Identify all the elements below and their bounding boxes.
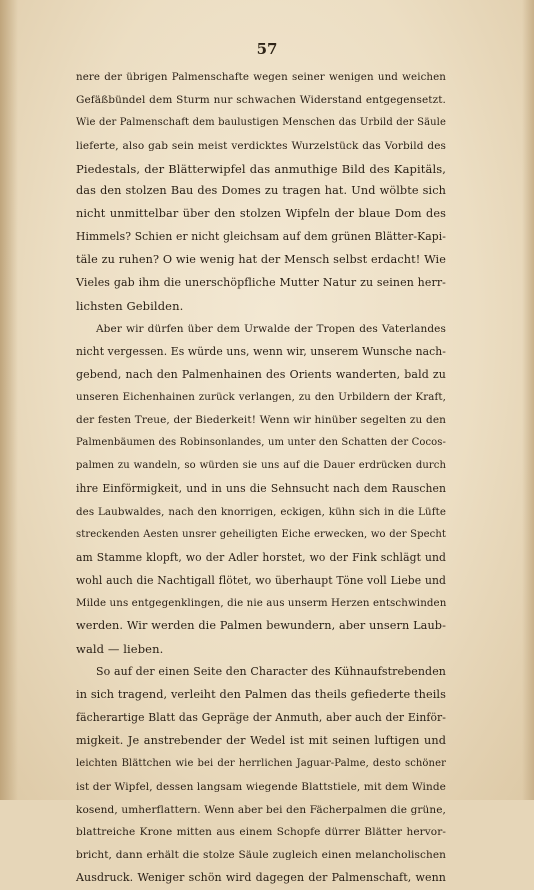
text-line: der festen Treue, der Biederkeit! Wenn wir hinüber segelten zu den — [76, 414, 446, 427]
text-line: fächerartige Blatt das Gepräge der Anmuth, aber auch der Einför- — [76, 710, 446, 724]
text-line: Aber wir dürfen über dem Urwalde der Tropen des Vaterlandes — [96, 322, 446, 335]
text-line: kosend, umherflattern. Wenn aber bei den Fächerpalmen die grüne, — [76, 803, 446, 816]
text-line: wald — lieben. — [76, 642, 164, 657]
text-line: gebend, nach den Palmenhainen des Orients wanderten, bald zu — [76, 367, 446, 381]
text-line: migkeit. Je anstrebender der Wedel ist mit seinen luftigen und — [76, 733, 446, 747]
text-line: So auf der einen Seite den Character des Kühnaufstrebenden — [96, 665, 446, 679]
text-line: wohl auch die Nachtigall flötet, wo überhaupt Töne voll Liebe und — [76, 573, 446, 587]
text-line: Palmenbäumen des Robinsonlandes, um unter den Schatten der Cocos- — [76, 437, 446, 449]
text-line: nicht vergessen. Es würde uns, wenn wir, unserem Wunsche nach- — [76, 344, 446, 358]
text-line: blattreiche Krone mitten aus einem Schopfe dürrer Blätter hervor- — [76, 826, 446, 839]
text-line: nere der übrigen Palmenschafte wegen seiner wenigen und weichen — [76, 71, 446, 83]
text-line: palmen zu wandeln, so würden sie uns auf die Dauer erdrücken durch — [76, 460, 446, 472]
text-line: ist der Wipfel, dessen langsam wiegende Blattstiele, mit dem Winde — [76, 780, 446, 793]
text-line: Himmels? Schien er nicht gleichsam auf dem grünen Blätter-Kapi- — [76, 230, 446, 244]
page-edge-shadow-left — [0, 0, 18, 800]
text-line: ihre Einförmigkeit, und in uns die Sehnsucht nach dem Rauschen — [76, 482, 446, 496]
text-line: leichten Blättchen wie bei der herrlichen Jaguar-Palme, desto schöner — [76, 757, 446, 769]
text-line: in sich tragend, verleiht den Palmen das theils gefiederte theils — [76, 688, 446, 702]
text-line: werden. Wir werden die Palmen bewundern, aber unsern Laub- — [76, 619, 446, 633]
text-line: Gefäßbündel dem Sturm nur schwachen Widerstand entgegensetzt. — [76, 93, 446, 106]
text-line: täle zu ruhen? O wie wenig hat der Mensch selbst erdacht! Wie — [76, 253, 446, 267]
page-edge-shadow-right — [522, 0, 534, 800]
text-line: Wie der Palmenschaft dem baulustigen Menschen das Urbild der Säule — [76, 116, 446, 128]
text-line: Piedestals, der Blätterwipfel das anmuthige Bild des Kapitäls, — [76, 161, 446, 176]
text-line: des Laubwaldes, nach den knorrigen, eckigen, kühn sich in die Lüfte — [76, 505, 446, 518]
text-line: lieferte, also gab sein meist verdicktes Wurzelstück das Vorbild des — [76, 139, 446, 152]
text-line: Vieles gab ihm die unerschöpfliche Mutter Natur zu seinen herr- — [76, 276, 446, 290]
text-line: bricht, dann erhält die stolze Säule zugleich einen melancholischen — [76, 849, 446, 862]
text-line: das den stolzen Bau des Domes zu tragen hat. Und wölbte sich — [76, 184, 446, 198]
text-line: nicht unmittelbar über den stolzen Wipfeln der blaue Dom des — [76, 207, 446, 221]
text-line: unseren Eichenhainen zurück verlangen, zu den Urbildern der Kraft, — [76, 391, 446, 404]
body-text — [76, 66, 446, 890]
page-number: 57 — [256, 40, 278, 58]
text-line: Milde uns entgegenklingen, die nie aus unserm Herzen entschwinden — [76, 597, 447, 610]
text-line: am Stamme klopft, wo der Adler horstet, wo der Fink schlägt und — [76, 550, 446, 564]
text-line: streckenden Aesten unsrer geheiligten Eiche erwecken, wo der Specht — [76, 528, 446, 540]
text-line: lichsten Gebilden. — [76, 298, 184, 313]
text-line: Ausdruck. Weniger schön wird dagegen der Palmenschaft, wenn — [76, 871, 446, 885]
